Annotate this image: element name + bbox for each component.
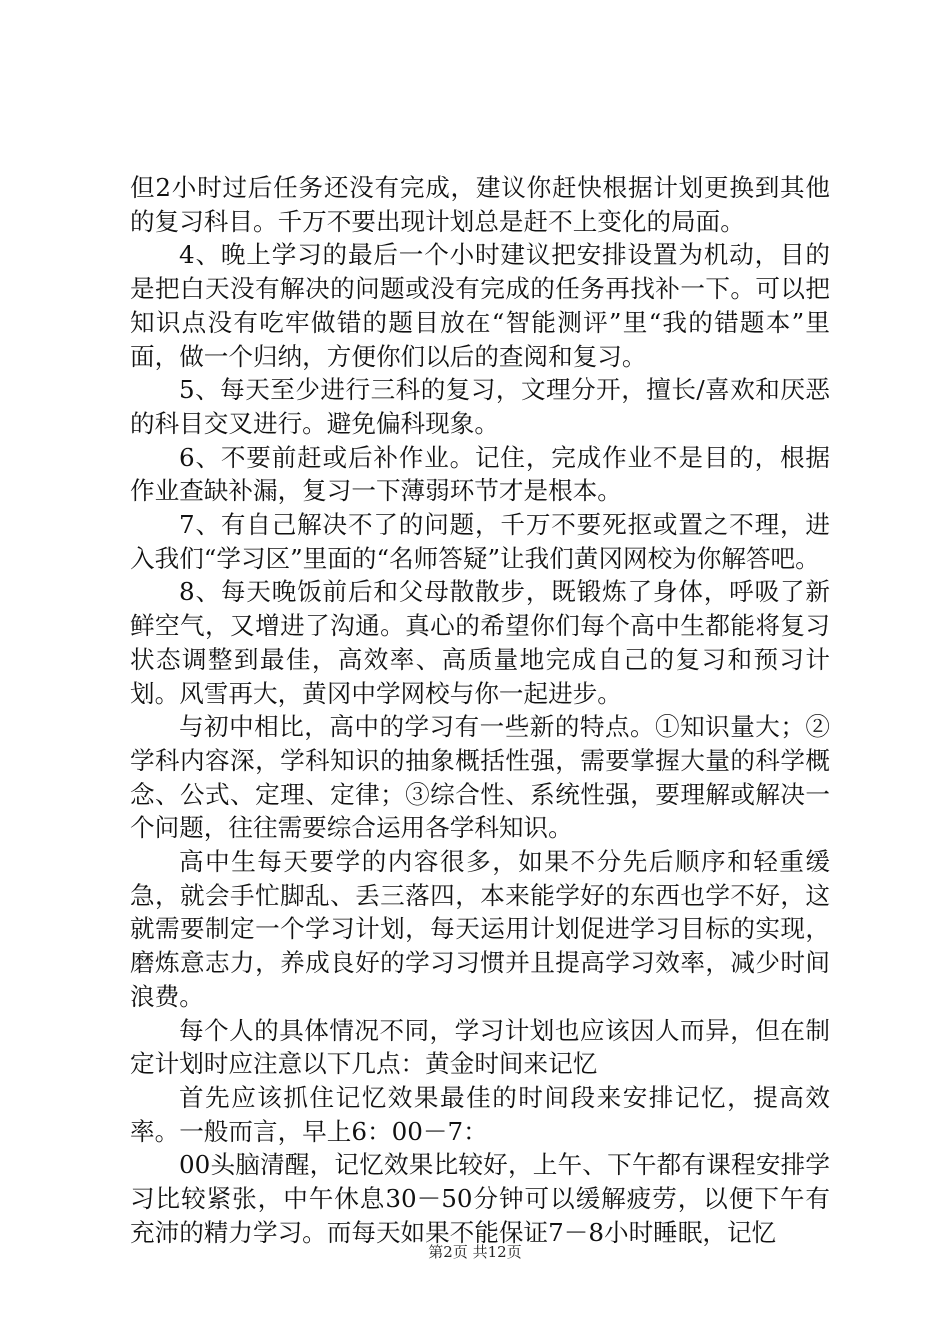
paragraph-1: 但2小时过后任务还没有完成，建议你赶快根据计划更换到其他的复习科目。千万不要出现计划总是赶不上变化的局面。	[130, 173, 830, 236]
paragraph-6: 8、每天晚饭前后和父母散散步，既锻炼了身体，呼吸了新鲜空气，又增进了沟通。真心的希望你们每个高中生都能将复习状态调整到最佳，高效率、高质量地完成自己的复习和预习计划。风雪再大，黄冈中学网校与你一起进步。	[130, 577, 830, 708]
paragraph-4: 6、不要前赶或后补作业。记住，完成作业不是目的，根据作业查缺补漏，复习一下薄弱环节才是根本。	[130, 442, 830, 506]
page-footer: 第2页 共12页	[428, 1243, 522, 1261]
paragraph-3: 5、每天至少进行三科的复习，文理分开，擅长/喜欢和厌恶的科目交叉进行。避免偏科现象。	[130, 375, 830, 438]
paragraph-11: 00头脑清醒，记忆效果比较好，上午、下午都有课程安排学习比较紧张，中午休息30－50分钟可以缓解疲劳，以便下午有充沛的精力学习。而每天如果不能保证7－8小时睡眠，记忆	[130, 1150, 830, 1247]
paragraph-5: 7、有自己解决不了的问题，千万不要死抠或置之不理，进入我们“学习区”里面的“名师答疑”让我们黄冈网校为你解答吧。	[130, 510, 830, 573]
paragraph-9: 每个人的具体情况不同，学习计划也应该因人而异，但在制定计划时应注意以下几点：黄金时间来记忆	[130, 1015, 830, 1079]
paragraph-7: 与初中相比，高中的学习有一些新的特点。①知识量大；②学科内容深，学科知识的抽象概括性强，需要掌握大量的科学概念、公式、定理、定律；③综合性、系统性强，要理解或解决一个问题，往往需要综合运用各学科知识。	[130, 712, 830, 843]
document-body	[130, 171, 830, 1250]
paragraph-10: 首先应该抓住记忆效果最佳的时间段来安排记忆，提高效率。一般而言，早上6：00－7：	[130, 1082, 830, 1146]
paragraph-2: 4、晚上学习的最后一个小时建议把安排设置为机动，目的是把白天没有解决的问题或没有完成的任务再找补一下。可以把知识点没有吃牢做错的题目放在“智能测评”里“我的错题本”里面，做一个归纳，方便你们以后的查阅和复习。	[130, 240, 830, 371]
paragraph-8: 高中生每天要学的内容很多，如果不分先后顺序和轻重缓急，就会手忙脚乱、丢三落四，本来能学好的东西也学不好，这就需要制定一个学习计划，每天运用计划促进学习目标的实现，磨炼意志力，养成良好的学习习惯并且提高学习效率，减少时间浪费。	[130, 847, 830, 1011]
